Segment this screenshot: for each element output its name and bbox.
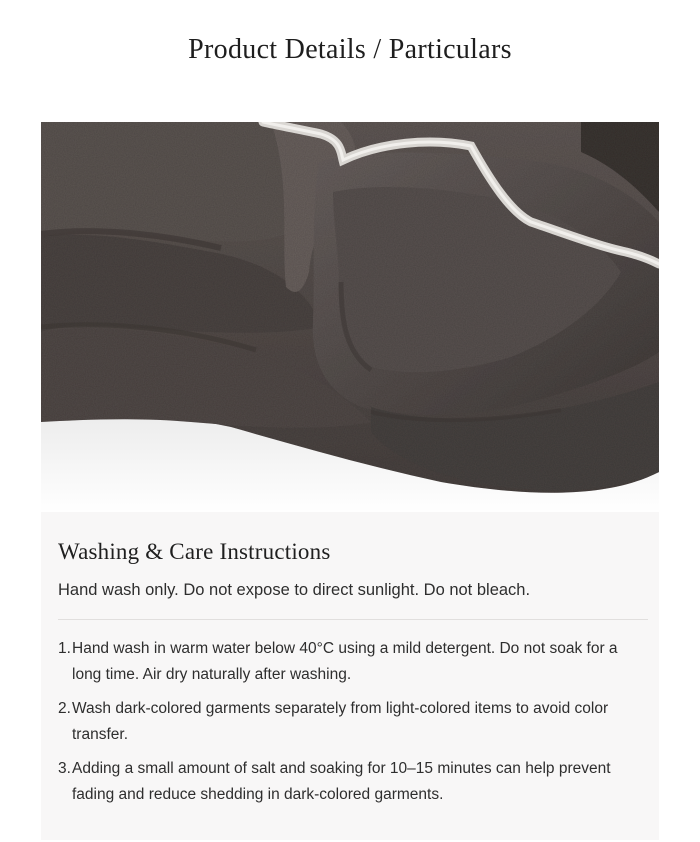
divider	[58, 619, 648, 620]
list-item-number: 1.	[58, 640, 71, 657]
page-title: Product Details / Particulars	[188, 34, 512, 65]
list-item-text: Adding a small amount of salt and soaking for 10–15 minutes can help prevent fading and reduce shedding in dark-colored garments.	[72, 760, 611, 803]
care-instructions-panel	[41, 512, 659, 840]
care-summary: Hand wash only. Do not expose to direct sunlight. Do not bleach.	[58, 581, 531, 599]
list-item-number: 2.	[58, 700, 71, 717]
list-item-text: Wash dark-colored garments separately from light-colored items to avoid color transfer.	[72, 700, 609, 743]
care-list-item	[58, 756, 630, 808]
care-title: Washing & Care Instructions	[58, 539, 331, 564]
care-list-item	[58, 696, 630, 748]
list-item-number: 3.	[58, 760, 71, 777]
care-list	[58, 636, 630, 816]
care-list-item	[58, 636, 630, 688]
product-photo	[41, 122, 659, 512]
list-item-text: Hand wash in warm water below 40°C using a mild detergent. Do not soak for a long time. Air dry naturally after washing.	[72, 640, 618, 683]
